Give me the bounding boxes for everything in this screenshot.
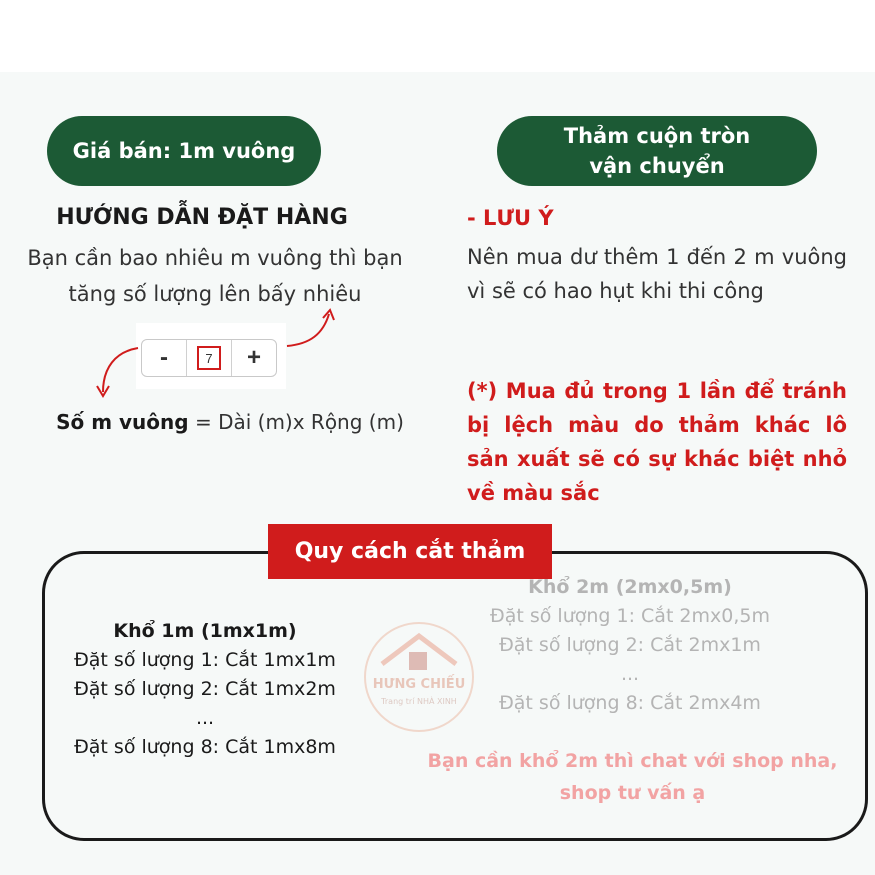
shipping-badge-line1: Thảm cuộn tròn [563, 124, 751, 148]
window-icon [409, 652, 427, 670]
spec-2m-column [470, 573, 790, 718]
spec-1m-line: Đặt số lượng 2: Cắt 1mx2m [74, 678, 336, 700]
quantity-value[interactable]: 7 [197, 346, 221, 370]
watermark-brand: HƯNG CHIẾU [372, 677, 466, 692]
spec-1m-column [60, 617, 350, 762]
spec-2m-line: Đặt số lượng 1: Cắt 2mx0,5m [490, 605, 770, 627]
cutting-spec-banner: Quy cách cắt thảm [268, 524, 552, 579]
top-band [0, 0, 875, 72]
spec-2m-line: ... [620, 663, 640, 685]
spec-1m-line: ... [195, 707, 215, 729]
decrement-button[interactable]: - [160, 344, 168, 371]
brand-watermark [362, 620, 476, 734]
spec-2m-heading: Khổ 2m (2mx0,5m) [528, 576, 732, 598]
area-formula [30, 410, 430, 434]
order-guide-text: Bạn cần bao nhiêu m vuông thì bạn tăng số lượng lên bấy nhiêu [27, 246, 403, 306]
note-title: - LƯU Ý [467, 206, 554, 230]
color-warning-text: (*) Mua đủ trong 1 lần để tránh bị lệch màu do thảm khác lô sản xuất sẽ có sự khác biệt nhỏ về màu sắc [467, 379, 847, 505]
increment-button[interactable]: + [246, 344, 261, 371]
spec-1m-heading: Khổ 1m (1mx1m) [113, 620, 297, 642]
shipping-badge [497, 116, 817, 186]
order-guide-title: HƯỚNG DẪN ĐẶT HÀNG [56, 205, 348, 230]
price-badge [47, 116, 321, 186]
spec-2m-line: Đặt số lượng 8: Cắt 2mx4m [499, 692, 761, 714]
quantity-cell [186, 340, 232, 376]
arrow-down-icon [93, 344, 143, 402]
area-formula-label: Số m vuông [56, 410, 189, 434]
note-text: Nên mua dư thêm 1 đến 2 m vuông vì sẽ có hao hụt khi thi công [467, 245, 847, 303]
watermark-tagline: Trang trí NHÀ XINH [381, 697, 457, 706]
shipping-badge-line2: vận chuyển [589, 154, 725, 178]
chat-with-shop-note: Bạn cần khổ 2m thì chat với shop nha, shop tư vấn ạ [427, 750, 838, 804]
area-formula-expression: = Dài (m)x Rộng (m) [188, 410, 404, 434]
spec-2m-line: Đặt số lượng 2: Cắt 2mx1m [499, 634, 761, 656]
spec-1m-line: Đặt số lượng 8: Cắt 1mx8m [74, 736, 336, 758]
price-badge-label: Giá bán: 1m vuông [72, 139, 296, 163]
arrow-up-icon [285, 306, 337, 350]
spec-1m-line: Đặt số lượng 1: Cắt 1mx1m [74, 649, 336, 671]
quantity-stepper[interactable] [141, 339, 277, 377]
